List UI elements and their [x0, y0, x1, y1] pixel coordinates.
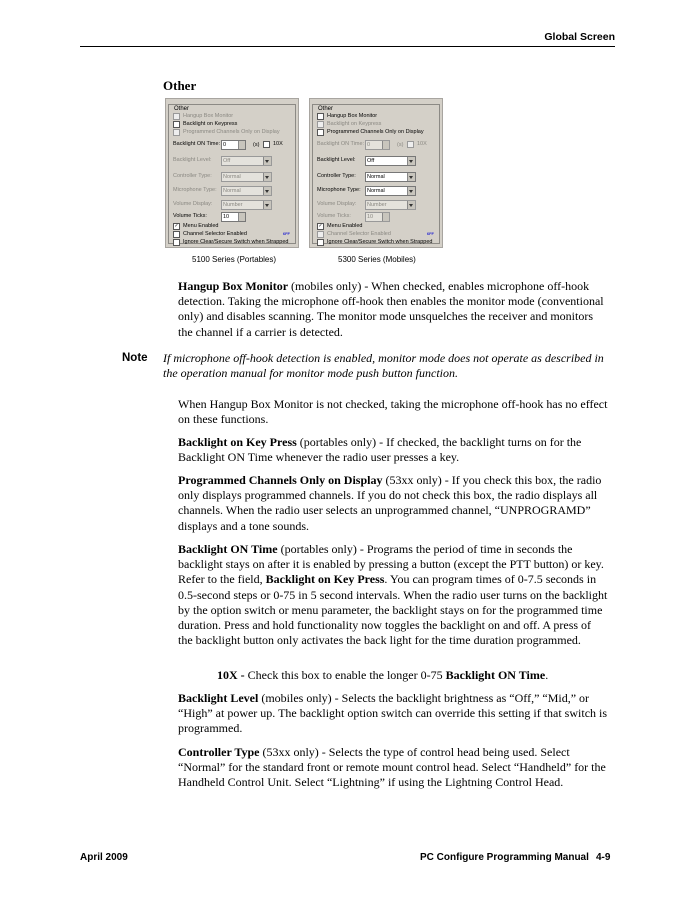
volume-ticks-input[interactable]: 10: [221, 212, 246, 222]
note-label: Note: [122, 352, 148, 364]
controller-type-select[interactable]: Normal: [365, 172, 416, 182]
screenshot-mobiles: [309, 98, 443, 248]
section-title: Other: [163, 78, 197, 93]
controller-type-label: Controller Type:: [173, 173, 212, 179]
other-groupbox: [312, 104, 440, 244]
hangup-checkbox[interactable]: Hangup Box Monitor: [173, 112, 233, 120]
hangup-checkbox[interactable]: Hangup Box Monitor: [317, 112, 377, 120]
backlight-keypress-paragraph: Backlight on Key Press (portables only) - If checked, the backlight turns on for the Backlight ON Time whenever the radio user presses a key.: [178, 435, 582, 465]
volume-ticks-label: Volume Ticks:: [173, 213, 207, 219]
header-rule: [80, 46, 615, 47]
groupbox-title: Other: [174, 106, 190, 112]
backlight-level-label: Backlight Level:: [173, 157, 212, 163]
unit-label: (s): [397, 142, 404, 148]
backlight-level-select[interactable]: Off: [221, 156, 272, 166]
backlight-keypress-checkbox[interactable]: Backlight on Keypress: [173, 120, 237, 128]
backlight-on-time-label: Backlight ON Time:: [173, 141, 221, 147]
microphone-type-label: Microphone Type:: [173, 187, 217, 193]
10x-checkbox[interactable]: 10X: [407, 140, 427, 148]
menu-enabled-checkbox[interactable]: ✓ Menu Enabled: [318, 222, 363, 229]
footer-date: April 2009: [80, 852, 128, 863]
debug-tag: 6FF: [282, 231, 290, 236]
backlight-keypress-checkbox[interactable]: Backlight on Keypress: [317, 120, 381, 128]
volume-display-label: Volume Display:: [317, 201, 357, 207]
backlight-level-paragraph: Backlight Level (mobiles only) - Selects the backlight brightness as “Off,” “Mid,” or “High” at power up. The backlight option switch can override this setting if that switch is programmed.: [178, 691, 608, 736]
backlight-on-time-paragraph: Backlight ON Time (portables only) - Programs the period of time in seconds the backlight stays on after it is enabled by pressing a button (except the PTT button) or key. Refer to the field, Backlight on Key Press. You can program times of 0-7.5 seconds in 0.5-second steps or 0-75 in 5 second intervals. When the radio user turns on the backlight by the option switch or menu parameter, the backlight stays on for the programmed time duration. Press and hold functionality now toggles the backlight on and off. A press of the backlight button only activates the back light for the time duration programmed.: [178, 542, 608, 648]
groupbox-title: Other: [318, 106, 334, 112]
backlight-level-label: Backlight Level:: [317, 157, 356, 163]
backlight-level-select[interactable]: Off: [365, 156, 416, 166]
running-header: Global Screen: [544, 31, 615, 43]
10x-checkbox[interactable]: 10X: [263, 140, 283, 148]
volume-ticks-input[interactable]: 10: [365, 212, 390, 222]
footer-page-number: 4-9: [596, 852, 611, 863]
channel-selector-checkbox[interactable]: Channel Selector Enabled: [317, 230, 391, 238]
backlight-time-input[interactable]: 0: [221, 140, 246, 150]
hangup-paragraph: Hangup Box Monitor (mobiles only) - When checked, enables microphone off-hook detection. Taking the microphone off-hook then enables the monitor mode (conventional only) and disables scanning. The monitor mode unsquelches the receiver and monitors the channel if a carrier is detected.: [178, 279, 604, 339]
microphone-type-label: Microphone Type:: [317, 187, 361, 193]
channel-selector-checkbox[interactable]: Channel Selector Enabled: [173, 230, 247, 238]
ignore-clear-checkbox[interactable]: Ignore Clear/Secure Switch when Strapped: [317, 238, 432, 246]
menu-enabled-checkbox[interactable]: ✓ Menu Enabled: [174, 222, 219, 229]
other-groupbox: [168, 104, 296, 244]
footer-manual-title: PC Configure Programming Manual: [420, 852, 589, 863]
unit-label: (s): [253, 142, 260, 148]
tenx-paragraph: 10X - Check this box to enable the longer 0-75 Backlight ON Time.: [217, 668, 549, 682]
volume-display-select[interactable]: Number: [221, 200, 272, 210]
caption-mobiles: 5300 Series (Mobiles): [338, 255, 416, 264]
volume-ticks-label: Volume Ticks:: [317, 213, 351, 219]
controller-type-paragraph: Controller Type (53xx only) - Selects the type of control head being used. Select “Normal” for the standard front or remote mount control head. Select “Handheld” for the Handheld Control Unit. Select “Lightning” if using the Lightning Control Head.: [178, 745, 606, 790]
not-checked-paragraph: When Hangup Box Monitor is not checked, taking the microphone off-hook has no effect on these functions.: [178, 397, 608, 427]
note-text: If microphone off-hook detection is enabled, monitor mode does not operate as described in the operation manual for monitor mode push button function.: [163, 351, 604, 381]
volume-display-select[interactable]: Number: [365, 200, 416, 210]
programmed-channels-paragraph: Programmed Channels Only on Display (53xx only) - If you check this box, the radio only displays programmed channels. If you do not check this box, the radio displays all channels. When the radio user selects an unprogrammed channel, “UNPROGRAMD” displays and a tone sounds.: [178, 473, 602, 533]
microphone-type-select[interactable]: Normal: [365, 186, 416, 196]
volume-display-label: Volume Display:: [173, 201, 213, 207]
screenshot-portables: [165, 98, 299, 248]
debug-tag: 6FF: [426, 231, 434, 236]
controller-type-label: Controller Type:: [317, 173, 356, 179]
backlight-time-input[interactable]: 0: [365, 140, 390, 150]
ignore-clear-checkbox[interactable]: Ignore Clear/Secure Switch when Strapped: [173, 238, 288, 246]
microphone-type-select[interactable]: Normal: [221, 186, 272, 196]
caption-portables: 5100 Series (Portables): [192, 255, 277, 264]
controller-type-select[interactable]: Normal: [221, 172, 272, 182]
prog-channels-checkbox[interactable]: Programmed Channels Only on Display: [317, 128, 424, 136]
backlight-on-time-label: Backlight ON Time:: [317, 141, 365, 147]
prog-channels-checkbox[interactable]: Programmed Channels Only on Display: [173, 128, 280, 136]
